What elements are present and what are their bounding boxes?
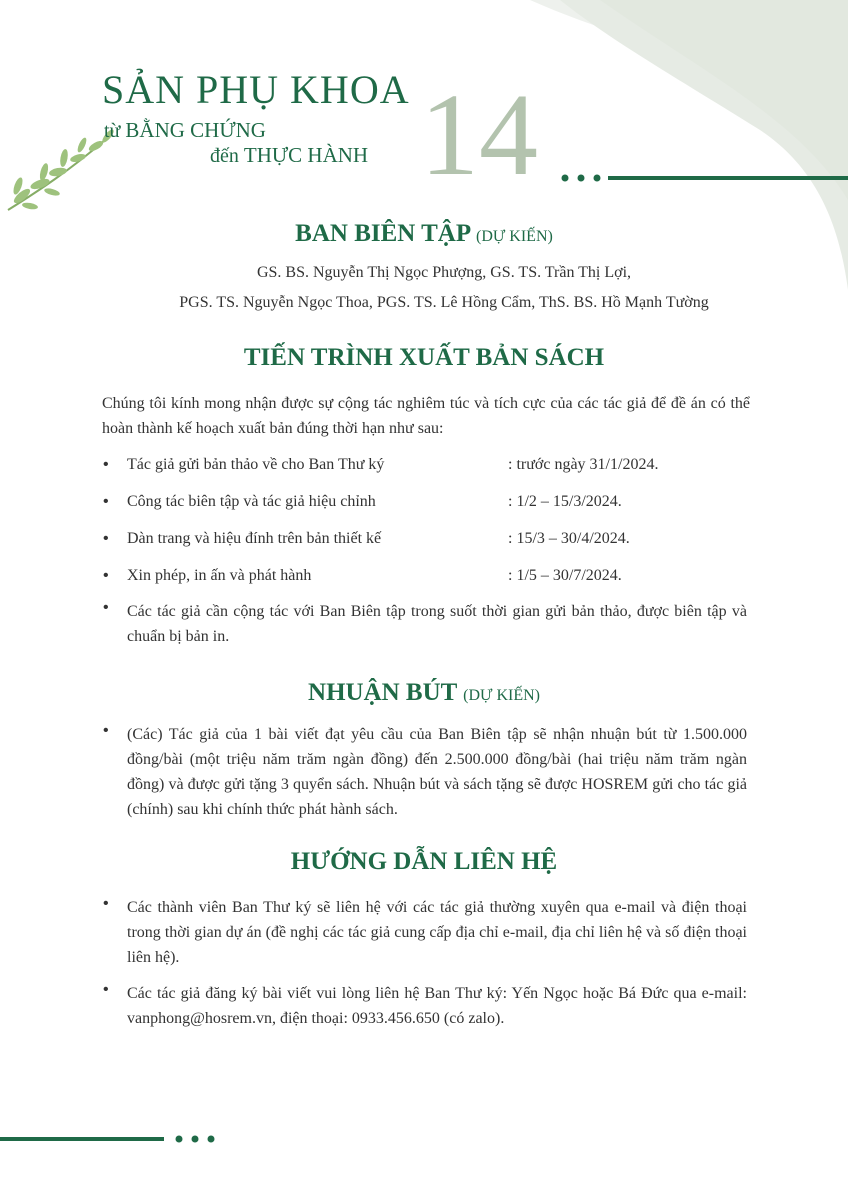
contact-item-text: Các tác giả đăng ký bài viết vui lòng liên hệ Ban Thư ký: Yến Ngọc hoặc Bá Đức qua e-mail: vanphong@hosrem.vn, điện thoại: 0933.456.650 (có zalo). — [127, 985, 747, 1027]
schedule-note-text: Các tác giả cần cộng tác với Ban Biên tập trong suốt thời gian gửi bản thảo, được biên tập và chuẩn bị bản in. — [127, 603, 747, 645]
schedule-item — [0, 563, 848, 588]
heading-text: BAN BIÊN TẬP — [295, 220, 470, 247]
subtitle-main: THỰC HÀNH — [243, 143, 369, 167]
schedule-item-label: Xin phép, in ấn và phát hành — [127, 567, 312, 584]
bullet-icon: • — [103, 895, 109, 912]
bullet-icon: • — [103, 567, 109, 584]
bullet-icon: • — [103, 493, 109, 510]
heading-note: (DỰ KIẾN) — [463, 687, 540, 704]
bullet-icon: • — [103, 456, 109, 473]
schedule-item-label: Dàn trang và hiệu đính trên bản thiết kế — [127, 530, 382, 547]
heading-text: NHUẬN BÚT — [308, 679, 457, 706]
schedule-item-value: : 1/2 – 15/3/2024. — [508, 493, 622, 510]
book-subtitle-line1 — [104, 118, 266, 143]
bullet-icon: • — [103, 599, 109, 616]
schedule-item-value: : trước ngày 31/1/2024. — [508, 456, 659, 473]
book-subtitle-line2 — [210, 143, 368, 168]
editorial-members-line1: GS. BS. Nguyễn Thị Ngọc Phượng, GS. TS. Trần Thị Lợi, — [256, 264, 632, 281]
schedule-heading: TIẾN TRÌNH XUẤT BẢN SÁCH — [243, 344, 605, 371]
header-divider — [562, 175, 848, 182]
royalty-text: (Các) Tác giả của 1 bài viết đạt yêu cầu của Ban Biên tập sẽ nhận nhuận bút từ 1.500.000 đồng/bài (một triệu năm trăm ngàn đồng) đến 2.500.000 đồng/bài (hai triệu năm trăm ngàn đồng) và được gửi tặng 3 quyển sách. Nhuận bút và sách tặng sẽ được HOSREM gửi cho tác giả (chính) sau khi chính thức phát hành sách. — [127, 726, 747, 818]
bullet-icon: • — [103, 722, 109, 739]
schedule-item-label: Tác giả gửi bản thảo về cho Ban Thư ký — [127, 456, 385, 473]
contact-item-text: Các thành viên Ban Thư ký sẽ liên hệ với các tác giả thường xuyên qua e-mail và điện thoại trong thời gian dự án (đề nghị các tác giả cung cấp địa chỉ e-mail, địa chỉ liên hệ và số điện thoại liên hệ). — [127, 899, 747, 966]
subtitle-prefix: đến — [210, 145, 244, 167]
royalty-heading — [0, 679, 848, 707]
schedule-item-label: Công tác biên tập và tác giả hiệu chỉnh — [127, 493, 376, 510]
schedule-item — [0, 526, 848, 551]
subtitle-prefix: từ — [104, 120, 126, 142]
heading-note: (DỰ KIẾN) — [476, 228, 553, 245]
schedule-item — [0, 489, 848, 514]
schedule-item-value: : 15/3 – 30/4/2024. — [508, 530, 630, 547]
contact-heading: HƯỚNG DẪN LIÊN HỆ — [290, 848, 558, 875]
footer-divider — [0, 1136, 215, 1143]
subtitle-main: BẰNG CHỨNG — [125, 118, 266, 142]
bullet-icon: • — [103, 530, 109, 547]
leaf-branch-icon — [8, 128, 115, 210]
editorial-members-line2: PGS. TS. Nguyễn Ngọc Thoa, PGS. TS. Lê Hồng Cẩm, ThS. BS. Hồ Mạnh Tường — [179, 294, 709, 311]
bullet-icon: • — [103, 981, 109, 998]
editorial-board-heading — [0, 220, 848, 248]
book-title: SẢN PHỤ KHOA — [102, 67, 410, 112]
schedule-item — [0, 452, 848, 477]
schedule-intro: Chúng tôi kính mong nhận được sự cộng tác nghiêm túc và tích cực của các tác giả để đề án có thể hoàn thành kế hoạch xuất bản đúng thời hạn như sau: — [102, 395, 750, 437]
schedule-item-value: : 1/5 – 30/7/2024. — [508, 567, 622, 584]
edition-number: 14 — [420, 69, 538, 200]
